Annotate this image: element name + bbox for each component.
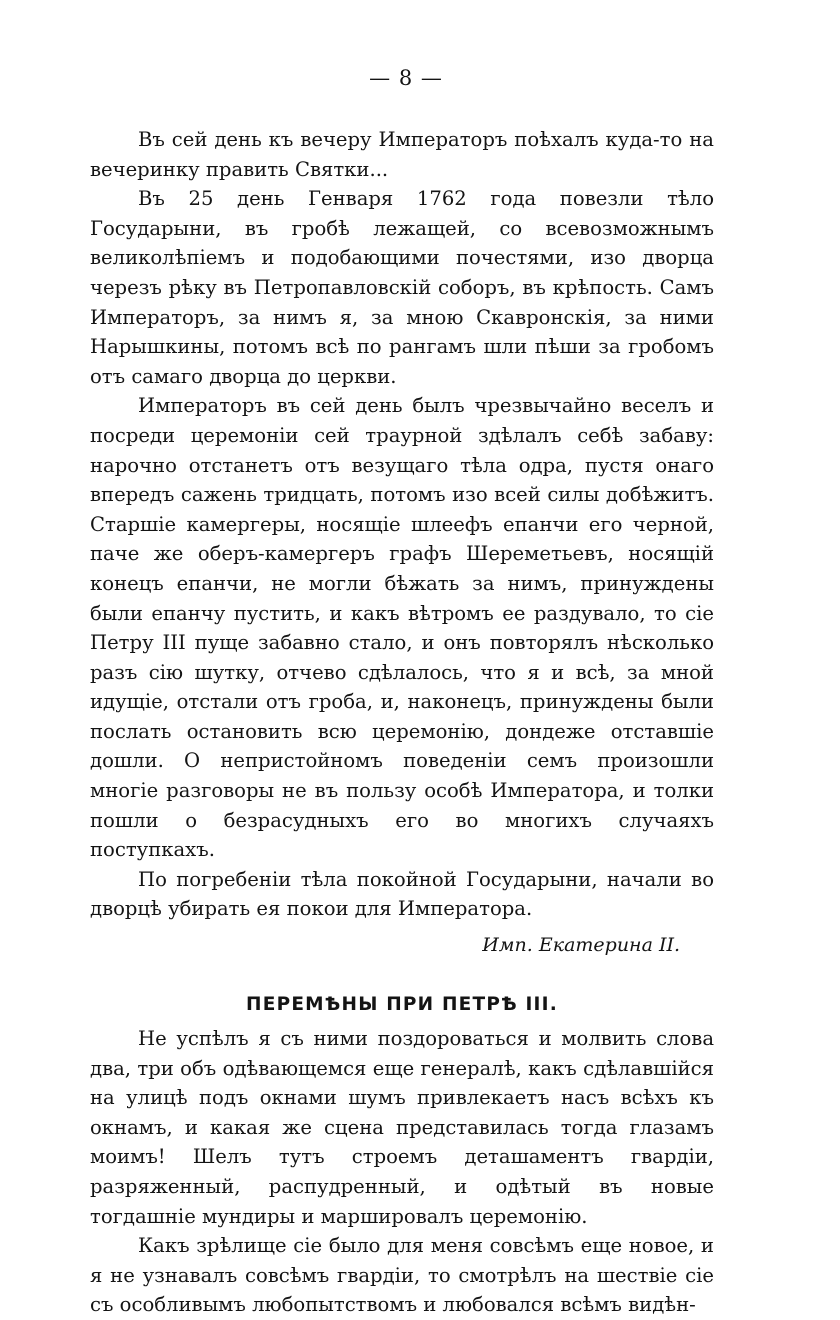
signature: Имп. Екатерина II.	[482, 934, 680, 957]
paragraph-2: Въ 25 день Генваря 1762 года повезли тѣло Государыни, въ гробѣ лежащей, со всевозможнымъ великолѣпіемъ и подобающими почестями, изо дворца черезъ рѣку въ Петропавловскій соборъ, въ крѣпость. Самъ Императоръ, за нимъ я, за мною Скавронскія, за ними Нарышкины, потомъ всѣ по рангамъ шли пѣши за гробомъ отъ самаго дворца до церкви.	[90, 187, 714, 388]
paragraph-4: По погребеніи тѣла покойной Государыни, начали во дворцѣ убирать ея покои для Императора.	[90, 867, 714, 921]
paragraph-6: Какъ зрѣлище сіе было для меня совсѣмъ еще новое, и я не узнавалъ совсѣмъ гвардіи, то смотрѣлъ на шествіе сіе съ особливымъ любопытствомъ и любовался всѣмъ видѣн-	[90, 1234, 714, 1317]
paragraph-3: Императоръ въ сей день былъ чрезвычайно веселъ и посреди церемоніи сей траурной здѣлалъ себѣ забаву: нарочно отстанетъ отъ везущаго тѣла одра, пустя онаго впередъ сажень тридцать, потомъ изо всей силы добѣжитъ. Старшіе камергеры, носящіе шлеефъ епанчи его черной, паче же оберъ-камергеръ графъ Шереметьевъ, носящій конецъ епанчи, не могли бѣжать за нимъ, принуждены были епанчу пустить, и какъ вѣтромъ ее раздувало, то сіе Петру III пуще забавно стало, и онъ повторялъ нѣсколько разъ сію шутку, отчево сдѣлалось, что я и всѣ, за мной идущіе, отстали отъ гроба, и, наконецъ, принуждены были послать остановить всю церемонію, дондеже отставшіе дошли. О непристойномъ поведеніи семъ произошли многіе разговоры не въ пользу особѣ Императора, и толки пошли о безрасудныхъ его во многихъ случаяхъ поступкахъ.	[90, 394, 714, 862]
paragraph-5: Не успѣлъ я съ ними поздороваться и молвить слова два, три объ одѣвающемся еще генералѣ, какъ сдѣлавшійся на улицѣ подъ окнами шумъ привлекаетъ насъ всѣхъ къ окнамъ, и какая же сцена представилась тогда глазамъ моимъ! Шелъ тутъ строемъ деташаментъ гвардіи, разряженный, распудренный, и одѣтый въ новые тогдашніе мундиры и маршировалъ церемонію.	[90, 1027, 714, 1228]
book-page	[90, 68, 714, 1320]
paragraph-1: Въ сей день къ вечеру Императоръ поѣхалъ куда-то на вечеринку править Святки...	[90, 128, 714, 181]
section-title: ПЕРЕМѢНЫ ПРИ ПЕТРѢ III.	[246, 994, 558, 1016]
page-number: — 8 —	[369, 66, 443, 90]
